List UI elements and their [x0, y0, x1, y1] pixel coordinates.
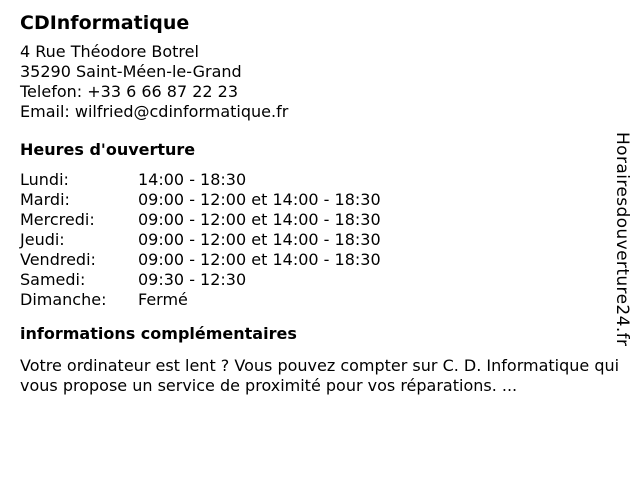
phone-number: Telefon: +33 6 66 87 22 23 — [20, 82, 239, 101]
info-description: Votre ordinateur est lent ? Vous pouvez compter sur C. D. Informatique qui vous propose un service de proximité pour vos réparations. ... — [20, 356, 620, 395]
info-title: informations complémentaires — [20, 324, 297, 343]
day-hours: 09:00 - 12:00 et 14:00 - 18:30 — [138, 230, 381, 249]
business-contact — [20, 42, 620, 122]
hours-title: Heures d'ouverture — [20, 140, 196, 159]
day-hours: Fermé — [138, 290, 188, 309]
day-label: Dimanche: — [20, 290, 107, 309]
day-label: Mardi: — [20, 190, 70, 209]
hours-row-jeudi — [20, 230, 620, 250]
day-hours: 09:00 - 12:00 et 14:00 - 18:30 — [138, 210, 381, 229]
day-label: Vendredi: — [20, 250, 96, 269]
hours-row-mercredi — [20, 210, 620, 230]
day-hours: 09:00 - 12:00 et 14:00 - 18:30 — [138, 250, 381, 269]
email-address: Email: wilfried@cdinformatique.fr — [20, 102, 289, 121]
day-label: Samedi: — [20, 270, 86, 289]
day-label: Mercredi: — [20, 210, 95, 229]
business-name: CDInformatique — [20, 12, 190, 34]
address-line-1: 4 Rue Théodore Botrel — [20, 42, 199, 61]
site-watermark: Horairesdouverture24.fr — [612, 132, 632, 347]
day-hours: 09:00 - 12:00 et 14:00 - 18:30 — [138, 190, 381, 209]
hours-table — [20, 170, 620, 310]
hours-row-dimanche — [20, 290, 620, 310]
day-label: Jeudi: — [20, 230, 65, 249]
business-card — [20, 10, 620, 396]
day-hours: 09:30 - 12:30 — [138, 270, 247, 289]
hours-row-mardi — [20, 190, 620, 210]
address-line-2: 35290 Saint-Méen-le-Grand — [20, 62, 242, 81]
hours-row-vendredi — [20, 250, 620, 270]
day-label: Lundi: — [20, 170, 69, 189]
hours-row-samedi — [20, 270, 620, 290]
day-hours: 14:00 - 18:30 — [138, 170, 247, 189]
hours-row-lundi — [20, 170, 620, 190]
